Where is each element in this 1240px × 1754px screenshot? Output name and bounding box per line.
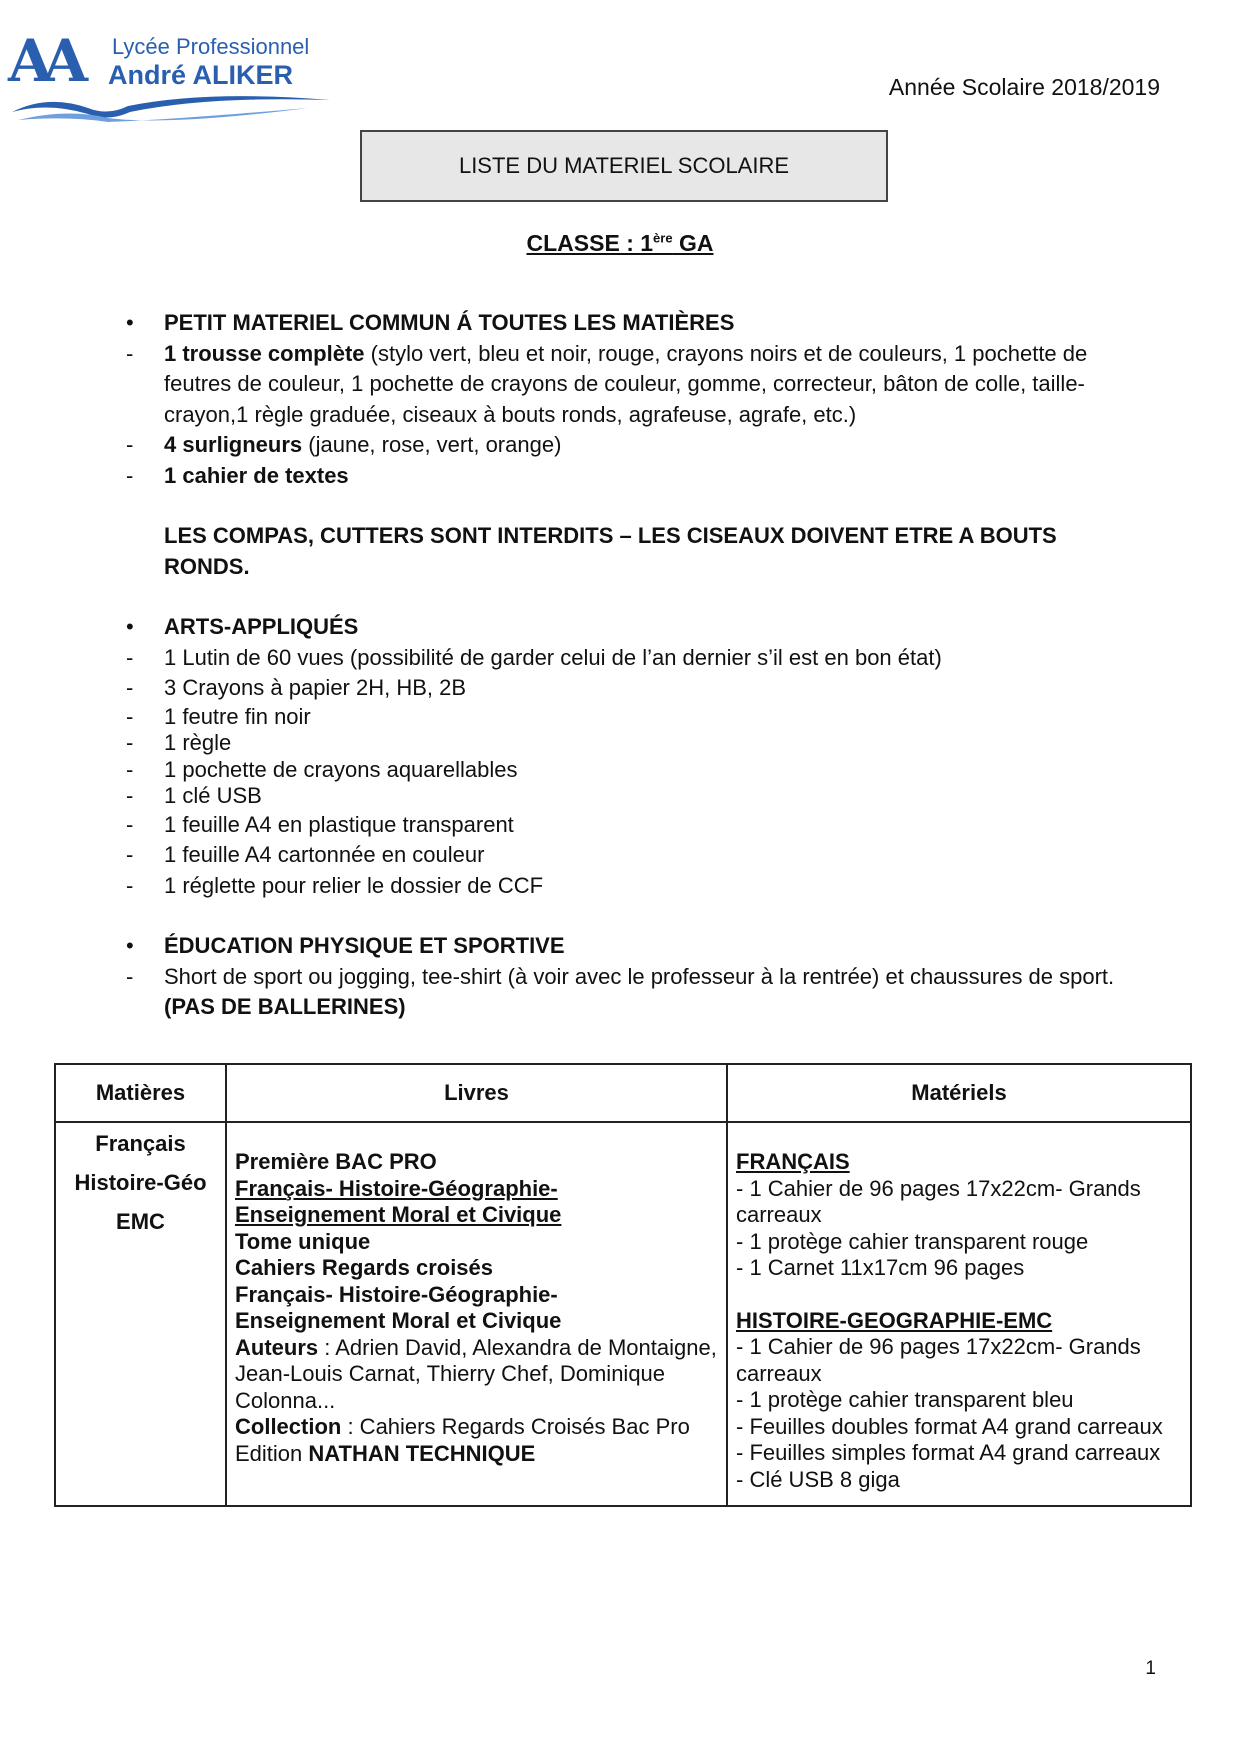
page-number: 1 (1145, 1658, 1156, 1679)
list-item: - 1 feutre fin noir (126, 703, 311, 729)
francais-heading: FRANÇAIS (736, 1149, 850, 1174)
logo-wave-icon (8, 86, 333, 126)
list-item: - 3 Crayons à papier 2H, HB, 2B (126, 675, 467, 700)
supply-list (126, 308, 1136, 1023)
materials-cell: FRANÇAIS - 1 Cahier de 96 pages 17x22cm- Grands carreaux - 1 protège cahier transparent rouge - 1 Carnet 11x17cm 96 pages HISTOIRE-GEOGRAPHIE-EMC - 1 Cahier de 96 pages 17x22cm- Grands carreaux - 1 protège cahier transparent bleu - Feuilles doubles format A4 grand carreaux - Feuilles simples format A4 grand carreaux - Clé USB 8 giga (727, 1122, 1191, 1506)
list-item: - 1 feuille A4 en plastique transparent (126, 811, 514, 837)
list-item: - 1 pochette de crayons aquarellables (126, 756, 518, 782)
list-item: - 1 feuille A4 cartonnée en couleur (126, 842, 485, 867)
column-header-matieres: Matières (55, 1064, 226, 1122)
class-sup: ère (653, 230, 673, 246)
school-logo (8, 27, 328, 115)
list-item: - 1 clé USB (126, 783, 262, 808)
list-item: - 1 réglette pour relier le dossier de CCF (126, 872, 544, 898)
section-arts-heading: • ARTS-APPLIQUÉS (126, 612, 1136, 643)
books-cell: Première BAC PRO Français- Histoire-Géographie- Enseignement Moral et Civique Tome unique Cahiers Regards croisés Français- Histoire-Géographie- Enseignement Moral et Civique Auteurs : Adrien David, Alexandra de Montaigne, Jean-Louis Carnat, Thierry Chef, Dominique Colonna... Collection : Cahiers Regards Croisés Bac Pro Edition NATHAN TECHNIQUE (226, 1122, 727, 1506)
class-label (0, 230, 1240, 257)
section-common-heading: • PETIT MATERIEL COMMUN Á TOUTES LES MATIÈRES (126, 308, 1136, 339)
table-row (55, 1122, 1191, 1506)
bullet-icon: • (126, 933, 134, 958)
subject-cell: Français Histoire-Géo EMC (55, 1122, 226, 1506)
list-item: - 1 trousse complète (stylo vert, bleu et noir, rouge, crayons noirs et de couleurs, 1 pochette de feutres de couleur, 1 pochette de crayons de couleur, gomme, correcteur, bâton de colle, taille-crayon,1 règle graduée, ciseaux à bouts ronds, agrafeuse, agrafe, etc.) (126, 340, 1088, 427)
list-item: - Short de sport ou jogging, tee-shirt (à voir avec le professeur à la rentrée) et chaussures de sport. (PAS DE BALLERINES) (126, 963, 1115, 1019)
warning-note: LES COMPAS, CUTTERS SONT INTERDITS – LES CISEAUX DOIVENT ETRE A BOUTS RONDS. (164, 523, 1057, 579)
list-item: - 1 Lutin de 60 vues (possibilité de garder celui de l’an dernier s’il est en bon état) (126, 644, 942, 670)
column-header-materiels: Matériels (727, 1064, 1191, 1122)
class-suffix: GA (672, 230, 714, 256)
column-header-livres: Livres (226, 1064, 727, 1122)
list-item: - 1 cahier de textes (126, 462, 349, 488)
bullet-icon: • (126, 310, 134, 335)
section-eps-heading: • ÉDUCATION PHYSIQUE ET SPORTIVE (126, 931, 1136, 962)
list-item: - 4 surligneurs (jaune, rose, vert, orange) (126, 432, 562, 457)
logo-letters: AA (8, 27, 79, 95)
school-year: Année Scolaire 2018/2019 (888, 74, 1160, 100)
hg-heading: HISTOIRE-GEOGRAPHIE-EMC (736, 1307, 1053, 1333)
class-prefix: CLASSE : 1 (526, 230, 654, 256)
document-title: LISTE DU MATERIEL SCOLAIRE (360, 130, 888, 202)
logo-line1: Lycée Professionnel (112, 34, 310, 59)
list-item: - 1 règle (126, 730, 232, 755)
logo-line2: André ALIKER (108, 60, 294, 90)
bullet-icon: • (126, 614, 134, 639)
books-materials-table (54, 1063, 1192, 1507)
